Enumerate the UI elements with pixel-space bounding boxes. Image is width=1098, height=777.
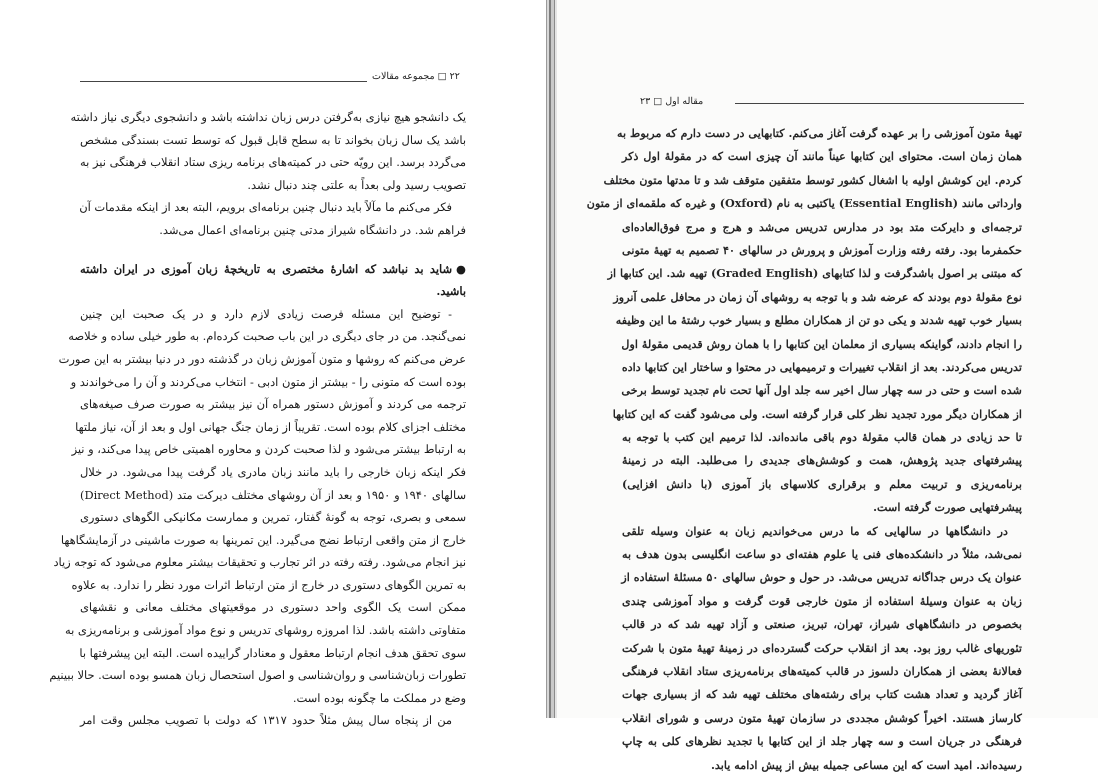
right-header-rule [735,103,1024,104]
body-line: یک دانشجو هیچ نیازی به‌گرفتن درس زبان نداشته باشد و دانشجوی دیگری نیاز داشته [70,110,466,124]
body-line: از همکاران دیگر مورد تجدید نظر کلی قرار گرفته است. ولی می‌شود گفت که این کتابها [612,406,1022,421]
body-line: کردم. این کوشش اولیه با اشغال کشور توسط متفقین متوقف شد و تا مدتها متون مختلف [603,172,1022,187]
page-number: ۲۲ [449,71,460,82]
body-line: سمعی و بصری، توجه به گونهٔ گفتار، تمرین و ممارست مکانیکی الگوهای دستوری [80,510,466,525]
body-line: تهیهٔ متون آموزشی را بر عهده گرفت آغاز می‌کنم. کتابهایی در دست دارم که مربوط به [617,126,1022,140]
running-title: مجموعه مقالات [372,71,435,82]
body-line: وارداتی مانند (Essential English) یاکتبی به نام (Oxford) و غیره که ملقمه‌ای از متون [586,196,1022,211]
body-line: پیشرفتهای جدید پژوهش، همت و کوشش‌های جدیدی را می‌طلبد. البته در زمینهٔ [622,453,1022,468]
body-line: که مبتنی بر اصول باشدگرفت و لذا کتابهای (Graded English) تهیه شد. این کتابها از [607,266,1022,281]
body-line: مختلف اجزای کلام بوده است. تقریباً از زمان جنگ جهانی اول و بعد از آن، نیاز ملتها [75,419,466,434]
body-line: متفاوتی داشته باشد. لذا امروزه روشهای تدریس و نوع مواد آموزشی و برنامه‌ریزی به [65,623,466,638]
body-line: سوی تحقق هدف انجام ارتباط معقول و معنادار گراییده است. البته این پیشرفتها با [79,645,466,660]
body-line: من از پنجاه سال پیش مثلاً حدود ۱۳۱۷ که دولت با تصویب مجلس وقت امر [80,713,452,728]
section-mark: □ [437,71,447,82]
paragraph-gap [80,242,466,258]
question-line [80,258,466,281]
body-line: فکر می‌کنم ما مآلاً باید دنبال چنین برنامه‌ای برویم، البته بعد از اینکه مقدمات آن [79,200,452,215]
body-line: آغاز گردید و تعداد هشت کتاب برای رشته‌های مختلف تهیه شد که از بسیاری جهات [622,687,1022,702]
body-line: نمی‌گنجد. من در جای دیگری در این باب صحبت کرده‌ام. به طور خیلی ساده و خلاصه [68,329,466,344]
running-title: مقاله اول [665,96,704,107]
right-page-header [640,96,703,107]
body-line: فرهنگی در جریان است و سه چهار جلد از این کتابها با تجدید نظرهای کلی به چاپ [622,734,1022,749]
body-line: فراهم شد. در دانشگاه شیراز مدتی چنین برنامه‌ای اعمال می‌شد. [159,222,466,237]
body-line: بخصوص در دانشگاههای شیراز، تهران، تبریز، صنعتی و آزاد تهیه شد که در قالب [622,617,1022,632]
bullet-icon: ● [456,261,466,276]
body-line: وضع در مملکت ما چگونه بوده است. [292,690,466,705]
body-line: به تمرین الگوهای دستوری در خارج از متن ارتباط اثرات مورد نظر را ندارد. به علاوه [71,577,466,592]
body-line: بوده است که متونی را - بیشتر از متون ادبی - انتخاب می‌کردند و آن را می‌خواندند و [70,374,466,389]
right-page-body [586,122,1022,777]
body-line: تطورات زبان‌شناسی و روان‌شناسی و اصول استحصال زبان همسو بوده است. حالا ببینیم [49,668,466,683]
body-line: - توضیح این مسئله فرصت زیادی لازم دارد و در یک صحبت این چنین [80,306,452,321]
body-line: تئوریهای غالب روز بود. بعد از انقلاب حرکت گسترده‌ای در زمینهٔ تهیهٔ متون با شرکت [622,640,1022,655]
body-line: سالهای ۱۹۴۰ و ۱۹۵۰ و بعد از آن روشهای مختلف دیرکت متد (Direct Method) [80,487,466,502]
section-mark: □ [653,96,663,107]
question-text: شاید بد نباشد که اشارهٔ مختصری به تاریخچهٔ زبان آموزی در ایران داشته [80,261,453,276]
body-line: پیشرفتهایی صورت گرفته است. [873,500,1022,515]
body-line: کارساز هستند. اخیراً کوشش مجددی در سازمان تهیهٔ متون درسی و شورای انقلاب [622,710,1022,725]
question-line: باشید. [436,284,466,299]
body-line: شده است و حتی در سه چهار سال اخیر سه جلد اول آنها تحت نام تجدید توسط برخی [621,383,1022,398]
body-line: می‌گردد برسد. این رویّه حتی در کمیته‌های برنامه ریزی ستاد انقلاب فرهنگی نیز به [80,155,466,170]
body-line: نمی‌شد، مثلاً در دانشکده‌های فنی یا علوم هفته‌ای دو ساعت انگلیسی بدون هدف به [622,547,1022,562]
body-line: عنوان یک درس جداگانه تدریس می‌شد. در حول و حوش سالهای ۵۰ مسئلهٔ استفاده از [621,570,1022,585]
body-line: زبان به عنوان وسیلهٔ استفاده از متون خارجی قوت گرفت و مواد آموزشی چندی [622,593,1022,608]
page-number: ۲۳ [640,96,651,107]
body-line: عرض می‌کنم که روشها و متون آموزش زبان در گذشته دور در دنیا بیشتر به این صورت [58,351,466,366]
body-line: تدریس می‌کردند. بعد از انقلاب تغییرات و ترمیمهایی در محتوا و ساختار این کتابها داده [621,359,1022,374]
body-line: را انجام دادند، گواینکه بسیاری از معلمان این کتابها را با همان روش قدیمی مقولهٔ اول [621,336,1022,351]
body-line: تا حد زیادی در همان قالب مقولهٔ دوم باقی مانده‌اند. لذا ترمیم این کتب با توجه به [622,430,1022,445]
body-line: نوع مقولهٔ دوم بودند که عرضه شد و با توجه به روشهای آن زمان در محافل علمی آنروز [613,289,1022,304]
body-line: ترجمه‌ای و دایرکت متد بود در مدارس تدریس می‌شد و هرج و مرج فوق‌العاده‌ای [622,219,1022,234]
body-line: تصویب رسید ولی بعداً به علتی چند دنبال نشد. [247,177,466,192]
body-line: فکر اینکه زبان خارجی را باید مانند زبان مادری یاد گرفت پیدا می‌شود. در خلال [80,464,466,479]
left-page-header [372,71,460,82]
body-line: ترجمه می کردند و آموزش دستور همراه آن نیز بیشتر به صورت صرف صیغه‌های [80,397,466,412]
body-line: بسیار خوب تهیه شدند و یکی دو تن از همکاران مطلع و بسیار خوب رشتهٔ ما این وظیفه [615,313,1022,328]
body-line: باشد یک سال زبان بخواند تا به سطح قابل قبول که توسط تست بسندگی مشخص [80,132,466,147]
body-line: در دانشگاهها در سالهایی که ما درس می‌خواندیم زبان به عنوان وسیله تلقی [622,523,1008,538]
body-line: فعالانهٔ بعضی از همکاران دلسوز در قالب کمیته‌های برنامه‌ریزی ستاد انقلاب فرهنگی [622,663,1022,678]
page-gutter [546,0,557,718]
left-header-rule [80,81,367,82]
left-page-body [49,106,466,732]
body-line: نیز انجام می‌شود. رفته رفته در اثر تجارب و تحقیقات بیشتر معلوم می‌شود که توجه زیاد [53,555,466,570]
body-line: برنامه‌ریزی و تربیت معلم و برقراری کلاسهای باز آموزی (با دانش افزایی) [622,476,1022,491]
body-line: ممکن است یک الگوی واحد دستوری در موقعیتهای مختلف معانی و نقشهای [80,600,466,615]
body-line: حکمفرما بود. رفته رفته وزارت آموزش و پرورش در سالهای ۴۰ تصمیم به تهیهٔ متونی [622,242,1022,257]
body-line: خارج از متن واقعی ارتباط نضج می‌گیرد. این تمرینها به صورت ماشینی در آزمایشگاهها [60,532,466,547]
body-line: به ارتباط بیشتر می‌شود و لذا صحبت کردن و محاوره اهمیتی خاص پیدا می‌کند، و نیز [71,442,466,457]
body-line: همان زمان است. محتوای این کتابها عیناً مانند آن چیزی است که در مقولهٔ اول ذکر [622,149,1022,164]
body-line: رسیده‌اند. امید است که این مساعی جمیله بیش از پیش ادامه یابد. [710,757,1022,772]
